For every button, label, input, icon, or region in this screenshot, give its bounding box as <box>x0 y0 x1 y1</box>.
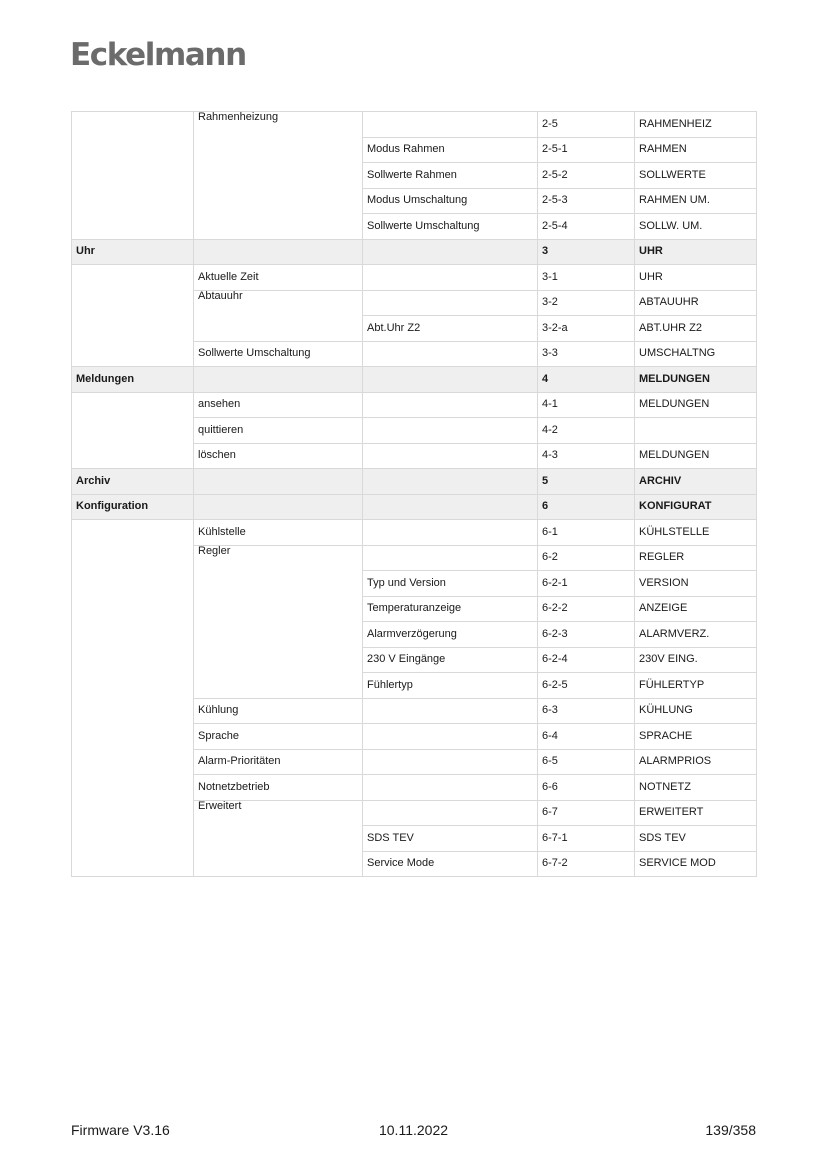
table-cell: SDS TEV <box>635 826 757 852</box>
table-cell: KÜHLUNG <box>635 698 757 724</box>
table-cell: REGLER <box>635 545 757 571</box>
table-cell: ERWEITERT <box>635 800 757 826</box>
table-cell: Sollwerte Umschaltung <box>194 341 363 367</box>
table-cell: Sprache <box>194 724 363 750</box>
table-cell: Meldungen <box>72 367 194 393</box>
table-cell <box>363 418 538 444</box>
table-cell <box>363 392 538 418</box>
table-cell: 3-2-a <box>538 316 635 342</box>
table-cell: 6-2-5 <box>538 673 635 699</box>
table-row-main <box>72 239 757 265</box>
table-cell <box>363 367 538 393</box>
table-cell: 6-4 <box>538 724 635 750</box>
table-cell: 230 V Eingänge <box>363 647 538 673</box>
table-row <box>72 392 757 418</box>
table-cell: Abtauuhr <box>194 290 363 341</box>
table-cell: VERSION <box>635 571 757 597</box>
table-cell: ABTAUUHR <box>635 290 757 316</box>
table-cell: SOLLWERTE <box>635 163 757 189</box>
table-cell <box>363 443 538 469</box>
table-cell: Konfiguration <box>72 494 194 520</box>
table-cell: Modus Umschaltung <box>363 188 538 214</box>
table-cell <box>363 469 538 495</box>
table-cell: 6-1 <box>538 520 635 546</box>
table-cell: MELDUNGEN <box>635 392 757 418</box>
table-cell: 230V EING. <box>635 647 757 673</box>
table-cell: 6-7 <box>538 800 635 826</box>
table-cell: 6-2 <box>538 545 635 571</box>
table-cell: Fühlertyp <box>363 673 538 699</box>
table-cell: 6-2-1 <box>538 571 635 597</box>
table-cell <box>363 698 538 724</box>
table-cell: UHR <box>635 239 757 265</box>
table-cell: Rahmenheizung <box>194 112 363 240</box>
table-cell <box>363 265 538 291</box>
footer-firmware: Firmware V3.16 <box>71 1122 170 1138</box>
table-cell: Aktuelle Zeit <box>194 265 363 291</box>
table-cell <box>363 239 538 265</box>
table-cell: Temperaturanzeige <box>363 596 538 622</box>
table-cell <box>72 112 194 240</box>
table-cell: ALARMVERZ. <box>635 622 757 648</box>
table-cell <box>363 749 538 775</box>
table-cell <box>72 392 194 469</box>
table-cell <box>72 265 194 367</box>
table-cell <box>363 112 538 138</box>
table-row-main <box>72 494 757 520</box>
table-cell: ansehen <box>194 392 363 418</box>
table-cell <box>363 341 538 367</box>
table-cell: 3-1 <box>538 265 635 291</box>
table-cell: UMSCHALTNG <box>635 341 757 367</box>
table-row-main <box>72 367 757 393</box>
table-cell: Typ und Version <box>363 571 538 597</box>
table-cell: Kühlstelle <box>194 520 363 546</box>
table-cell: 3 <box>538 239 635 265</box>
eckelmann-logo: Eckelmann <box>70 37 246 73</box>
table-cell: 6-2-3 <box>538 622 635 648</box>
table-cell: 6-6 <box>538 775 635 801</box>
table-cell: 6-7-2 <box>538 851 635 877</box>
table-cell <box>363 724 538 750</box>
table-cell <box>72 520 194 877</box>
table-row-main <box>72 469 757 495</box>
table-cell: NOTNETZ <box>635 775 757 801</box>
table-cell <box>363 290 538 316</box>
table-cell: SOLLW. UM. <box>635 214 757 240</box>
footer-date: 10.11.2022 <box>378 1122 449 1138</box>
table-cell: Sollwerte Umschaltung <box>363 214 538 240</box>
table-cell <box>194 469 363 495</box>
table-cell: quittieren <box>194 418 363 444</box>
table-cell: MELDUNGEN <box>635 443 757 469</box>
table-cell: 6-3 <box>538 698 635 724</box>
table-cell: RAHMENHEIZ <box>635 112 757 138</box>
table-cell: 3-2 <box>538 290 635 316</box>
table-cell: Sollwerte Rahmen <box>363 163 538 189</box>
menu-structure-table <box>71 111 757 877</box>
table-cell: SPRACHE <box>635 724 757 750</box>
table-cell: Archiv <box>72 469 194 495</box>
table-cell: 4-3 <box>538 443 635 469</box>
table-cell <box>363 800 538 826</box>
table-cell: 4-2 <box>538 418 635 444</box>
table-cell <box>363 520 538 546</box>
table-cell: 2-5 <box>538 112 635 138</box>
table-cell: RAHMEN <box>635 137 757 163</box>
table-cell: 2-5-3 <box>538 188 635 214</box>
table-cell: 2-5-2 <box>538 163 635 189</box>
table-cell: Regler <box>194 545 363 698</box>
table-cell: Alarmverzögerung <box>363 622 538 648</box>
table-cell: Alarm-Prioritäten <box>194 749 363 775</box>
table-cell: 4 <box>538 367 635 393</box>
table-cell <box>363 545 538 571</box>
table-row <box>72 520 757 546</box>
table-cell: 6-2-2 <box>538 596 635 622</box>
table-cell: UHR <box>635 265 757 291</box>
table-cell: 2-5-1 <box>538 137 635 163</box>
table-cell: 6-5 <box>538 749 635 775</box>
table-cell: 6-2-4 <box>538 647 635 673</box>
table-cell: 2-5-4 <box>538 214 635 240</box>
table-cell: Abt.Uhr Z2 <box>363 316 538 342</box>
table-row <box>72 112 757 138</box>
table-cell: 5 <box>538 469 635 495</box>
table-cell: 6 <box>538 494 635 520</box>
table-cell: KÜHLSTELLE <box>635 520 757 546</box>
table-cell: ALARMPRIOS <box>635 749 757 775</box>
table-cell: FÜHLERTYP <box>635 673 757 699</box>
table-cell: RAHMEN UM. <box>635 188 757 214</box>
table-cell <box>635 418 757 444</box>
table-cell: Erweitert <box>194 800 363 877</box>
table-cell: 6-7-1 <box>538 826 635 852</box>
table-cell: 4-1 <box>538 392 635 418</box>
table-cell: ANZEIGE <box>635 596 757 622</box>
table-cell: löschen <box>194 443 363 469</box>
table-cell <box>363 494 538 520</box>
table-cell <box>363 775 538 801</box>
table-cell: SERVICE MOD <box>635 851 757 877</box>
table-cell: MELDUNGEN <box>635 367 757 393</box>
table-cell: KONFIGURAT <box>635 494 757 520</box>
table-cell: Service Mode <box>363 851 538 877</box>
table-cell: ARCHIV <box>635 469 757 495</box>
table-row <box>72 265 757 291</box>
table-cell: ABT.UHR Z2 <box>635 316 757 342</box>
table-cell <box>194 239 363 265</box>
table-cell: Notnetzbetrieb <box>194 775 363 801</box>
table-cell: 3-3 <box>538 341 635 367</box>
table-cell: Uhr <box>72 239 194 265</box>
table-cell <box>194 494 363 520</box>
table-cell <box>194 367 363 393</box>
table-cell: Modus Rahmen <box>363 137 538 163</box>
table-cell: SDS TEV <box>363 826 538 852</box>
table-cell: Kühlung <box>194 698 363 724</box>
footer-page-number: 139/358 <box>705 1122 756 1138</box>
